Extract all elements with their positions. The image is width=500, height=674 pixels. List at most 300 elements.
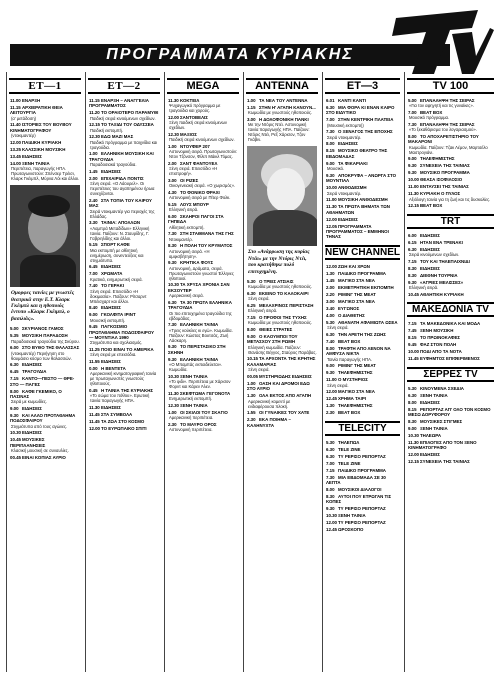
listing-description: «Για τον αφηγητή και τις γυναίκες». (409, 103, 474, 109)
listing-item (408, 134, 493, 155)
listing-description: Ξένη σειρά. «Ο Λάουρελ». Οι περιπέτειες του αγαπημένου ήρωα συνεχίζονται. (90, 181, 155, 197)
listing-title: TELE ZINE (338, 446, 361, 452)
listing-title: ΕΙΔΗΣΕΙΣ (338, 141, 358, 147)
listing-title: ΠΟΔΙ ΑΠΟ ΤΑ ΝΟΤΑ (420, 349, 462, 355)
listing-title: ΑΠΟΚΡΥΦΑ – ΑΝΩΡΓΑ ΣΤΟ ΜΟΥΝΤΙΑΛ (326, 172, 396, 184)
listing-time: 3.00 (247, 117, 256, 122)
listing-time: 12.45 (326, 396, 337, 402)
listing-title: ΤΑ ΦΙΚΑΡΙΑΚΙ (338, 160, 368, 166)
listing-time: 6.45 (89, 264, 98, 270)
listing-item (326, 320, 399, 330)
listing-description: Αμερικανική κομεντί με ενδιαφέρουσα πλοκή. (248, 398, 291, 409)
listing-time: 9.00 (247, 334, 256, 340)
listing-title: ΤΟ ΟΡΑΙΟΤΕΡΟ ΠΑΡΑΜΥΘΙ (101, 110, 159, 116)
listing-title: ΕΙΔΗΣΕΙΣ (420, 265, 440, 271)
listing-item (168, 178, 238, 188)
listing-item (326, 278, 399, 283)
listing-title: TELE ZINE (338, 460, 361, 466)
listing-description: Σειρά ντοκιμαντέρ για περιοχές της Ελλάδας. (90, 208, 155, 219)
listing-time: 2.00 (168, 161, 177, 166)
listing-title: ΣΚΛΗΡΟΙ ΠΑΓΟΙ ΣΤΑ ΓΗΠΕΔΑ (168, 214, 224, 225)
listing-description: (Μουσική εκπομπή) (327, 122, 364, 128)
listing-item (408, 163, 493, 168)
listing-title: «ΑΓΡΙΕΣ ΜΕΛΙΣΣΕΣ» (420, 279, 464, 285)
listing-title: ΠΑΓΚΟΣΜΙΟ ΠΡΩΤΑΘΛΗΜΑ ΠΟΔΟΣΦΑΙΡΟΥ — ΜΟΥΝΤΙΑΛ 1990 (89, 324, 155, 341)
listing-time: 8.15 (408, 335, 417, 341)
listing-item (326, 271, 399, 276)
listing-item (10, 430, 80, 435)
listing-item (408, 433, 493, 438)
listing-time: 1.00 (168, 144, 177, 149)
listing-description: Με την Ντόρις Ντέι. Αστυνομική ταινία παραγωγής ΗΠΑ. Παίζουν: Ντόρις Ντέι, Ρεξ Χάρισον, Τζον Γκάβιν. (248, 122, 310, 143)
listing-title: ΕΥΓΩΝΟΣ (338, 305, 360, 311)
listing-item (326, 264, 399, 269)
listing-time: 9.30 (326, 172, 335, 178)
listing-item (326, 129, 399, 139)
listing-time: 10.45 (10, 437, 21, 443)
listing-time: 11.30 (408, 440, 419, 446)
listing-time: 3.00 (326, 298, 335, 304)
listing-description: Περιπέτεια, παραγωγής ΗΠΑ. Πρωταγωνιστούν: Σπένσερ Τρέισι, Κλαρκ Γκέιμπλ, Μύρνα Λόι και άλλοι. (11, 166, 80, 182)
listing-item (168, 98, 238, 113)
listing-title: ΤΟ ΠΕΡΙΣΤΑΣΙΚΟ ΣΤΗ ΣΚΗΝΗ (168, 344, 226, 355)
listing-item (326, 461, 399, 466)
listing-title: ΤΑ ΧΡΥΣΑ ΧΡΟΝΙΑ ΣΑΝ ΕΚΣΟΥΤΕΡ (168, 282, 230, 293)
listing-time: 1.30 (326, 403, 335, 409)
listing-title: ΤΗΛΕΦΗΜΙΣΤΗΣ (338, 370, 373, 376)
listing-title: ΜΥΣΤΗΡΙΩΔΗΣ ΕΙΔΗΣΕΙΣ (259, 373, 312, 379)
listing-item (408, 203, 493, 208)
listing-description: Κρατικά, ενημερωτική σειρά. (90, 276, 143, 282)
listing-title: BEAT BOX (338, 338, 361, 344)
listing-title: ΤΑ ΑΡΧΟΝΤΑ ΤΗΣ ΚΡΗΤΗΣ ΚΑΛΑΜΑΡΙΑΣ (247, 356, 316, 367)
listing-item (10, 362, 80, 367)
listing-item (326, 487, 399, 492)
listing-time: 9.00 (408, 426, 417, 432)
listing-item (326, 520, 399, 525)
listing-title: ΤΟ ΤΑΞΙΔΙ ΤΟΥ ΟΔΥΣΣΕΑ (101, 122, 154, 128)
listing-item (89, 366, 159, 386)
listing-time: 12.00 (326, 216, 337, 222)
listing-item (326, 389, 399, 394)
listing-time: 8.00 (326, 345, 335, 351)
header-banner (10, 44, 450, 66)
listing-time: 2.30 (247, 417, 256, 423)
listing-title: ΓΚΟΛΦΙΤΑ ΙΡΙΝΤ (101, 312, 136, 318)
listing-title: ΠΑΙΔΙΚΗ ΚΥΡΙΑΚΗ (22, 139, 62, 145)
listing-item (168, 322, 238, 342)
listing-time: 11.00 (10, 98, 21, 103)
listing-title: Ο ΤΡΕΙΣ ΑΤΣΙΑΙΣ (259, 279, 294, 285)
listing-item (168, 374, 238, 389)
listing-title: ΕΙΔΗΣΕΙΣ (420, 399, 440, 405)
listing-description: Παιδική σειρά κινούμενων σχεδίων. (169, 137, 235, 143)
listing-description: Μια εκπομπή με αθλητική ενημέρωση, συνεντεύξεις και στιγμιότυπα. (90, 247, 144, 263)
listing-time: 6.30 (326, 453, 335, 459)
listing-time: 8.30 (168, 243, 177, 249)
listing-description: Ελληνική σειρά. (248, 308, 278, 314)
listing-item (408, 292, 493, 297)
listing-title: ΕΠΙΛΟΓΕΣ ΑΠΟ ΤΟΝ ΞΕΝΟ ΚΙΝΗΜΑΤΟΓΡΑΦΟ (408, 440, 477, 451)
listing-item (89, 264, 159, 269)
listing-title: ΠΟΙΟ ΕΙΝΑΙ ΤΟ ΑΜΕΡΙΚΑ (101, 347, 154, 353)
listing-description: Σειρά με κωμωδίες. (11, 399, 48, 405)
listing-item (89, 122, 159, 132)
listing-item (408, 356, 493, 361)
listing-title: ΤΥ ΡΕΡΙΣΟ ΡΕΠΟΡΤΑΖ (338, 520, 386, 526)
listing-item (168, 190, 238, 200)
listing-title: ΞΕΝΗ ΤΑΙΝΙΑ (180, 402, 208, 408)
listing-title: ΕΙΔΗΣΕΙΣ (22, 153, 42, 159)
listing-item (247, 334, 317, 355)
listing-title: Ο ΠΡΟΦΟΙ ΤΗΣ ΤΥΧΗΣ (259, 315, 307, 321)
listing-item (89, 388, 159, 403)
listing-title: ΜΙΑ ΕΒΔΟΜΑΔΑ ΣΕ 30 ΛΕΠΤΑ (326, 474, 386, 486)
listing-title: ΕΙΔΗΣΕΙΣ (101, 168, 121, 174)
channel-name: ΕΤ—1 (9, 78, 81, 94)
listing-title: ΕΛΛΗΝΙΚΗ ΤΑΙΝΙΑ (180, 356, 219, 362)
listing-item (247, 410, 317, 415)
listing-title: ΧΡΗΜΑ ΤΑΙΡΙ (338, 396, 366, 402)
listing-description: Ξένη παιδική σειρά κινούμενων σχεδίων. (169, 120, 228, 131)
listing-time: 12.00 (326, 389, 337, 395)
listing-time: 6.30 (326, 446, 335, 452)
listing-item (326, 141, 399, 146)
listing-title: ΚΑΝΤΙ ΚΑΝΤΙ (338, 98, 367, 103)
listing-description: Αστυνομική, Δράματα, σειρά. Πρωταγωνιστούν γνωστοί Έλληνες ηθοποιοί. (169, 265, 234, 281)
listing-time: 7.45 (408, 328, 417, 334)
listing-item (326, 454, 399, 459)
listing-time: 10.15 (247, 356, 258, 362)
listing-title: ΡΙΜΙΝΓ ΤΗΣ ΜΕΑΤ (338, 363, 376, 369)
listing-item (247, 105, 317, 115)
listing-item (168, 161, 238, 176)
listing-item (408, 184, 493, 189)
listing-item (10, 389, 80, 405)
listing-time: 5.15 (168, 202, 177, 207)
listing-item (326, 306, 399, 311)
listing-title: ΑΝΘΟΔΕΣΜΗ (338, 185, 367, 191)
listing-time: 1.15 (247, 105, 256, 110)
listing-time: 14.00 (10, 160, 21, 166)
listing-title: ΕΙΔΗΣΕΙΣ (22, 362, 42, 368)
listing-item (408, 191, 493, 201)
channel-column-tv100 (404, 72, 496, 672)
listing-description: Οικογενειακή σειρά. «Ο χωρισμός». (169, 183, 236, 189)
listing-item (408, 280, 493, 290)
listing-time: 1.00 (247, 98, 256, 103)
listing-time: 7.15 (247, 315, 256, 321)
listing-item (168, 403, 238, 408)
listing-title: ΕΚΑ ΠΟΙΗΜΑ – ΚΑΛΗΝΥΧΤΑ (247, 417, 291, 428)
listing-title: ΤΑ 30 ΠΡΩΤΑ ΕΛΛΗΝΙΚΑ ΤΡΑΓΟΥΔΙΑ (168, 299, 232, 311)
listing-time: 4.00 (326, 312, 335, 318)
listing-item (326, 217, 399, 222)
listing-description: Αθλητική εκπομπή. (169, 224, 205, 230)
listing-item (10, 455, 80, 460)
channel-column-et3 (322, 72, 402, 672)
listing-time: 7.30 (168, 231, 177, 237)
listing-title: ΕΝΤΑΥΣΕΙ ΤΗΣ ΤΑΙΝΙΑΣ (420, 184, 469, 190)
listing-time: 12.15 (408, 459, 419, 465)
listing-item (408, 266, 493, 271)
listing-time: 7.30 (326, 474, 335, 480)
listing-title: ΚΑΙ ΑΛΛΟ ΠΡΟΤΑΘΛΗΜΑ ΠΟΔΟΣΦΑΙΡΟΥ (10, 413, 76, 424)
listing-title: ΤΟ ΦΟΝΙΚΟ ΦΡΑΧΙ (180, 190, 220, 195)
listing-time: 12.00 (10, 139, 21, 145)
listing-title: Η ΒΕΝΤΕΤΑ (101, 366, 126, 372)
listing-title: ΡΙΜΙΝΓ ΤΗΣ ΜΕΑΤ (338, 291, 376, 297)
listing-description: «Το φιδι». Περιπέτεια με Χάρισον Φορντ και Κάρεν Άλεν. (169, 379, 231, 390)
listing-description: Κωμωδία. Παίζουν: Τζακ Λέμον, Μαρτσέλο Μαστρογιάνι. (409, 144, 488, 155)
listing-title: ΙΣΤΟΡΙΕΣ ΤΟΥ ΒΟΥΒΟΥ ΚΙΝΗΜΑΤΟΓΡΑΦΟΥ (10, 122, 72, 133)
listing-time: 9.30 (168, 260, 177, 266)
listing-time: 00.45 (10, 454, 21, 460)
listing-time: 11.55 (89, 359, 100, 365)
listing-time: 5.35 (10, 333, 19, 339)
listing-time: 8.00 (326, 141, 335, 147)
listing-title: ΕΙΝΑΙ ΚΟΠΙΑΣ ΑΥΡΙΟ (22, 454, 66, 460)
listing-title: ΕΝΑΡΞΗ (22, 98, 41, 103)
listing-item (89, 359, 159, 364)
listing-description: Ξένη σειρά. Επεισόδιο «Η δοκιμασία». Παίζουν: Ρίτσαρντ Μπέισχαρτ και άλλοι. (90, 288, 147, 304)
listing-title: BEAT BOX (420, 110, 443, 115)
listing-title: Ο ΜΥΣΤΗΡΙΟΣ (338, 377, 368, 383)
listing-time: 8.00 (10, 388, 19, 394)
listing-title: ΕΔΩ ΜΑΖΙ ΜΑΣ (101, 134, 134, 140)
listing-item (326, 396, 399, 401)
listing-time: 6.30 (326, 331, 335, 337)
listing-title: ΕΛΛΗΝΙΚΗ ΤΑΙΝΙΑ (180, 322, 219, 328)
listing-title: ΚΙΝΟΥΜΕΝΑ ΣΧΕΔΙΑ (420, 385, 464, 391)
listing-item (408, 426, 493, 431)
listing-item (89, 110, 159, 120)
listing-item (326, 513, 399, 518)
listing-title: ΣΑΝΤΟΒΕΛΙΣ (180, 115, 208, 120)
listing-title: ΕΙΔΗΣΕΙΣ (420, 452, 440, 458)
listing-time: 12.05 (326, 223, 337, 229)
listing-time: 6.30 (168, 299, 177, 305)
listing-time: 8.00 (408, 399, 417, 405)
listing-title: ΤΟ ΑΠΟΧΑΡΕΤΙΣΤΗΡΙΟ ΤΟΥ ΜΑΚΑΡΟΝΙ (408, 134, 479, 145)
listing-item (326, 527, 399, 532)
listing-time: 8.15 (408, 406, 417, 412)
listing-time: 12.30 (89, 134, 100, 140)
listing-description: Αμερικανική κινηματογραφική ταινία με πρωταγωνιστές γνωστούς ηθοποιούς. (90, 371, 157, 387)
listing-title: ΜΟΥΣΙΚΗ ΠΑΡΑΔΟΣΗ (22, 333, 68, 339)
listing-description: Μουσική εκπομπή. (90, 317, 126, 323)
listing-title: Η ΤΑΙΝΙΑ ΤΗΣ ΚΥΡΙΑΚΗΣ (101, 388, 154, 394)
listing-time: 12.00 (408, 452, 419, 458)
listing-title: ΕΥΦΗΜΤΟΣ ΕΠΙΦΕΡΙΜΕΝΟΣ (420, 356, 480, 362)
listing-time: 1.30 (247, 393, 256, 399)
tv-logo (390, 8, 495, 78)
channel-name: ΕΤ—3 (325, 78, 400, 94)
listing-time: 7.40 (326, 338, 335, 344)
listing-title: ΕΙΔΗΣΕΙΣ (420, 246, 440, 252)
listing-title: ΚΟΚΤΕΙΛ (180, 98, 200, 103)
listing-title: ΣΤΟ ΒΥΘΟ ΤΗΣ ΘΑΛΑΣΣΑΣ (22, 345, 80, 351)
listing-title: ΤΟ ΜΑΥΡΟ ΟΡΟΣ (180, 421, 217, 427)
listing-item (168, 282, 238, 298)
listing-time: 7.30 (408, 122, 417, 127)
listing-time: 7.15 (408, 258, 417, 264)
listing-item (326, 494, 399, 505)
listing-time: 11.30 (326, 204, 337, 210)
listing-title: ΕΙΔΗΣΕΙΣ (101, 359, 121, 365)
listing-title: ΘΕΑΣΑ ΙΣΟΦΙΛΟΣΙΟ (420, 177, 463, 183)
listing-item (168, 214, 238, 230)
listing-item (326, 98, 399, 103)
listing-title: ΜΟΥΣΙΚΟΙ ΔΙΑΛΟΓΟΙ (338, 487, 382, 493)
listing-title: ΕΝΑΡΞΗ – ΑΝΑΓΓΕΛΙΑ ΠΡΟΓΡΑΜΜΑΤΟΣ (89, 98, 149, 109)
listing-time: 12.30 (168, 402, 179, 408)
listing-item (326, 173, 399, 184)
listing-time: 6.00 (10, 345, 19, 351)
listing-time: 9.30 (408, 170, 417, 176)
listing-item (408, 177, 493, 182)
listing-time: 6.15 (408, 239, 417, 245)
listing-time: 2.00 (326, 284, 335, 290)
listing-title: ΟΙ ΓΥΝΑΙΚΕΣ ΤΟΥ ΧΑΤΕ (259, 410, 310, 416)
listing-title: ΕΛΛΗΝΙΚΗ ΜΟΥΣΙΚΗ ΚΑΙ ΤΡΑΓΟΥΔΙΑ (89, 151, 154, 162)
listing-time: 11.00 (408, 184, 419, 190)
listing-time: 9.00 (408, 156, 417, 162)
listing-title: ΚΑΦΕ ΓΚΕΜΙΚΟ, Ο ΠΑΣΙΝΑΣ (10, 388, 62, 400)
listing-item (10, 140, 80, 145)
listing-time: 6.30 (408, 392, 417, 398)
listing-description: Ψυχαγωγικό πρόγραμμα με τραγούδια και χορούς. (169, 103, 221, 114)
listing-title: ΖΩΗ ΚΑΙ ΧΡΩΝ (338, 263, 370, 269)
listing-description: Παραδοσιακά τραγούδια. (90, 162, 137, 168)
listing-description: Αμερικανική σειρά. (169, 293, 204, 299)
listing-item (326, 105, 399, 116)
listing-item (326, 363, 399, 368)
listing-item (168, 202, 238, 212)
listing-time: 8.00 (326, 487, 335, 493)
listing-item (247, 381, 317, 392)
listing-item (247, 327, 317, 332)
listing-title: ΟΙ ΡΙΖΕΣ (180, 178, 199, 183)
listing-item (408, 122, 493, 132)
listing-time: 12.15 (408, 203, 419, 209)
listing-time: 11.45 (89, 412, 100, 418)
listing-time: 1.30 (326, 270, 335, 276)
listing-description: Ξένη σειρά. Επεισόδιο «Η επιστροφή». (169, 166, 218, 177)
listing-item (326, 197, 399, 202)
listing-description: Κωμωδία με γνωστούς ηθοποιούς. (248, 320, 313, 326)
listing-item (408, 273, 493, 278)
listing-time: 7.00 (408, 110, 417, 115)
listing-time: 9.45 (408, 342, 417, 348)
listing-description: Ελληνική σειρά. (409, 285, 439, 291)
listing-title: ΞΕΝΗ ΤΑΙΝΙΑ (22, 160, 50, 166)
listing-time: 10.00 (326, 185, 337, 191)
listing-description: «Το σώμα του πόθου». Ερωτική ταινία παραγωγής ΗΠΑ. (90, 393, 150, 404)
listing-time: 13.25 (10, 146, 21, 152)
listing-item (168, 243, 238, 258)
listing-time: 7.00 (326, 117, 335, 123)
listing-title: ΦΑΖ ΣΤΟΝ ΠΟΛΗ (420, 342, 457, 348)
listing-title: ΩΡΟΣΚΟΠΟ (338, 527, 364, 533)
listing-description: Αστυνομική περιπέτεια. (169, 427, 213, 433)
listing-time: 6.01 (326, 98, 335, 103)
listing-title: ΜΑΓΙΚΟ ΣΤΑ ΝΕΑ (338, 277, 375, 283)
listing-item (326, 377, 399, 387)
listing-item (89, 198, 159, 219)
listing-description: Κωμωδία με γνωστούς ηθοποιούς. (248, 110, 313, 116)
listing-title: ΚΡΗΤΙΚΑ ΦΟΥΣ (180, 260, 214, 266)
listing-item (10, 369, 80, 374)
listing-title: ΕΙΔΗΣΕΙΣ (22, 430, 42, 436)
listing-item (89, 419, 159, 424)
listing-item (326, 313, 399, 318)
listing-time: 10.30 (168, 373, 179, 379)
listing-time: 9.00 (326, 363, 335, 369)
listing-item (408, 233, 493, 238)
listing-title: ΤΟ ΕΥΡΩΠΑΙΚΟ ΣΠΙΤΙ (101, 426, 147, 432)
listing-time: 10.30 (168, 282, 179, 288)
listing-description: Ταινία παραγωγής ΗΠΑ. (327, 356, 373, 362)
listing-title: Ο ΔΙΑΘΕΤΗΣ (338, 312, 365, 318)
sub-channel-name: ΜΑΚΕΔΟΝΙΑ TV (407, 302, 494, 317)
listing-item (10, 326, 80, 331)
listing-description: «Τρεις κούκλες κι εγώ». Κωμωδία. Παίζουν: Κώστας Βουτσάς, Ζωή Λάσκαρη. (169, 327, 233, 343)
listing-title: ΤΡΑΦΤΗ ΑΠΟ ΛΕΝΟΝ ΝΑ ΑΜΦΥΣΑ ΝΙΚΤΑ (326, 345, 391, 357)
listing-title: Η ΔΟΛΟΦΟΝΙΚΗ ΠΑΝΚΙ (259, 117, 309, 122)
listing-time: 8.15 (326, 148, 335, 154)
listing-item (408, 459, 493, 464)
listing-title: ΤΥ ΡΕΡΙΣΟ ΡΕΠΟΡΤΑΖ (338, 453, 386, 459)
listing-time: 12.00 (326, 520, 337, 526)
listing-item (326, 506, 399, 511)
listing-time: 2.20 (326, 291, 335, 297)
listing-item (408, 407, 493, 418)
listing-time: 2.30 (326, 410, 335, 416)
listing-item (89, 134, 159, 149)
listing-title: ΕΙΔΗΣΕΙΣ (101, 305, 121, 311)
listing-time: 5.30 (326, 319, 335, 325)
listing-item (168, 422, 238, 432)
listing-title: ΜΙΑ ΦΟΡΑ ΚΙ ΕΝΑΝ ΚΑΙΡΟ ΣΤΟ ΕΙΔΥΤΙΚΟ (326, 105, 395, 116)
listing-time: 10.30 (10, 430, 21, 436)
listing-title: ΚΥΡΙΑΚΗ Ο ΠΥΛΟΣ (420, 191, 461, 197)
listing-time: 12.00 (168, 115, 179, 120)
sub-channel-name: TELECITY (325, 421, 400, 436)
listing-time: 3.00 (168, 178, 177, 183)
listing-title: ΜΑΓΙΚΟ ΣΤΑ ΝΕΑ (338, 298, 375, 304)
listing-time: 11.30 (168, 390, 179, 396)
listing-title: ΣΥΝΕΧΕΙΑ ΤΗΣ ΤΑΙΝΙΑΣ (420, 459, 470, 465)
listing-time: 00.05 (247, 373, 258, 379)
listing-time: 11.25 (89, 347, 100, 353)
listing-item (326, 117, 399, 127)
listing-title: ΣΤΗΝ Η' ΑΓΑΠΗ ΚΑΝΟΥΝ... (259, 105, 316, 110)
listing-item (10, 161, 80, 181)
listing-item (247, 117, 317, 142)
listing-description: (ντοκιμαντέρ) Περιήγηση στο θαυμάσιο κόσμο των θαλασσών. (11, 350, 72, 361)
listing-title: ΑΡΧΙΕΡΑΤΙΚΗ ΘΕΙΑ ΛΕΙΤΟΥΡΓΙΑ (10, 105, 63, 116)
listing-time: 6.25 (247, 303, 256, 309)
listing-title: ΜΑΞΙΟΣ (180, 132, 197, 137)
listing-time: 6.45 (10, 369, 19, 375)
listing-item (326, 440, 399, 445)
listing-item (10, 376, 80, 387)
listing-item (89, 151, 159, 167)
listing-time: 11.15 (89, 98, 100, 103)
listing-title: ΟΙ ΣΚΙΛΟΙ ΤΟΥ ΣΚΑΓΙΟ (180, 409, 228, 415)
listing-title: ΤΗΝ ΑΡΕΤΗ ΤΗΣ ΖΩΗΣ (338, 331, 386, 337)
